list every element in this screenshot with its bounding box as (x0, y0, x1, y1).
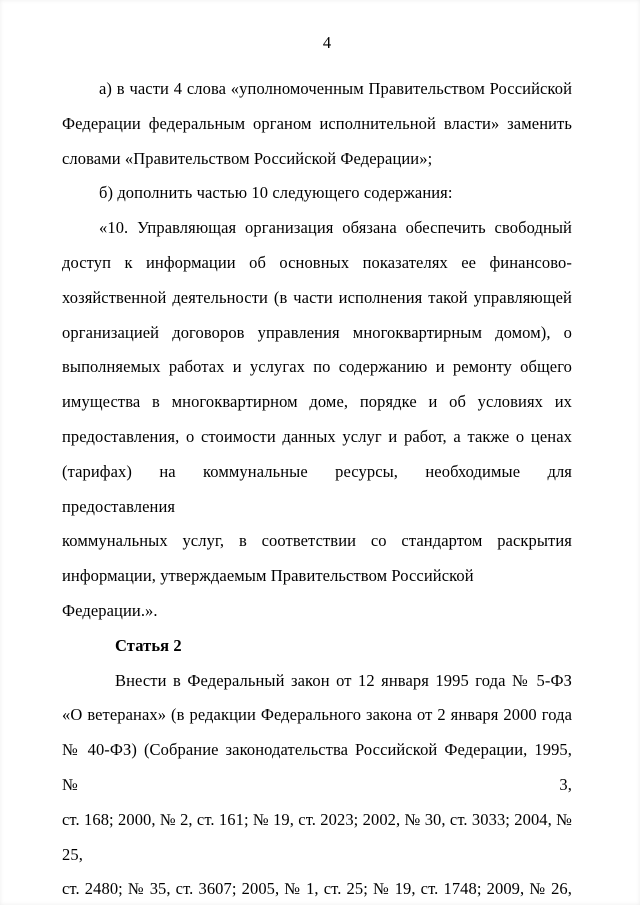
text-line: (тарифах) на коммунальные ресурсы, необходимые для предоставления (62, 461, 572, 516)
text-line: коммунальных услуг, в соответствии со стандартом раскрытия (62, 531, 572, 551)
text-line: имущества в многоквартирном доме, порядке и об условиях их (62, 392, 572, 412)
text-line: а) в части 4 слова «уполномоченным Правительством Российской (99, 79, 572, 98)
text-line: ст. 168; 2000, № 2, ст. 161; № 19, ст. 2023; 2002, № 30, ст. 3033; 2004, № 25, (62, 809, 572, 864)
paragraph (62, 211, 572, 629)
paragraph (62, 176, 572, 211)
text-line: Статья 2 (115, 635, 182, 655)
text-line: предоставления, о стоимости данных услуг и работ, а также о ценах (62, 426, 572, 446)
text-line: Внести в Федеральный закон от 12 января 1995 года № 5-ФЗ (115, 670, 572, 690)
page-number: 4 (322, 33, 332, 52)
paragraph (62, 72, 572, 176)
text-line: № 40-ФЗ) (Собрание законодательства Российской Федерации, 1995, № 3, (62, 740, 572, 794)
text-line: организацией договоров управления многоквартирным домом), о (62, 322, 572, 342)
text-line: «10. Управляющая организация обязана обеспечить свободный (99, 218, 572, 238)
text-line: б) дополнить частью 10 следующего содержания: (99, 183, 453, 203)
text-line: информации, утверждаемым Правительством Российской Федерации.». (62, 566, 474, 620)
text-line: словами «Правительством Российской Федерации»; (62, 148, 433, 168)
text-line: доступ к информации об основных показателях ее финансово- (62, 252, 572, 272)
text-line: Федерации федеральным органом исполнительной власти» заменить (62, 113, 572, 133)
article-heading (62, 629, 572, 664)
text-line: ст. 2480; № 35, ст. 3607; 2005, № 1, ст. 25; № 19, ст. 1748; 2009, № 26, (62, 879, 572, 899)
paragraph (62, 664, 572, 907)
text-line: выполняемых работах и услугах по содержанию и ремонту общего (62, 357, 572, 377)
document-body (62, 72, 572, 907)
text-line: «О ветеранах» (в редакции Федерального закона от 2 января 2000 года (62, 705, 572, 725)
text-line: хозяйственной деятельности (в части исполнения такой управляющей (62, 287, 572, 307)
